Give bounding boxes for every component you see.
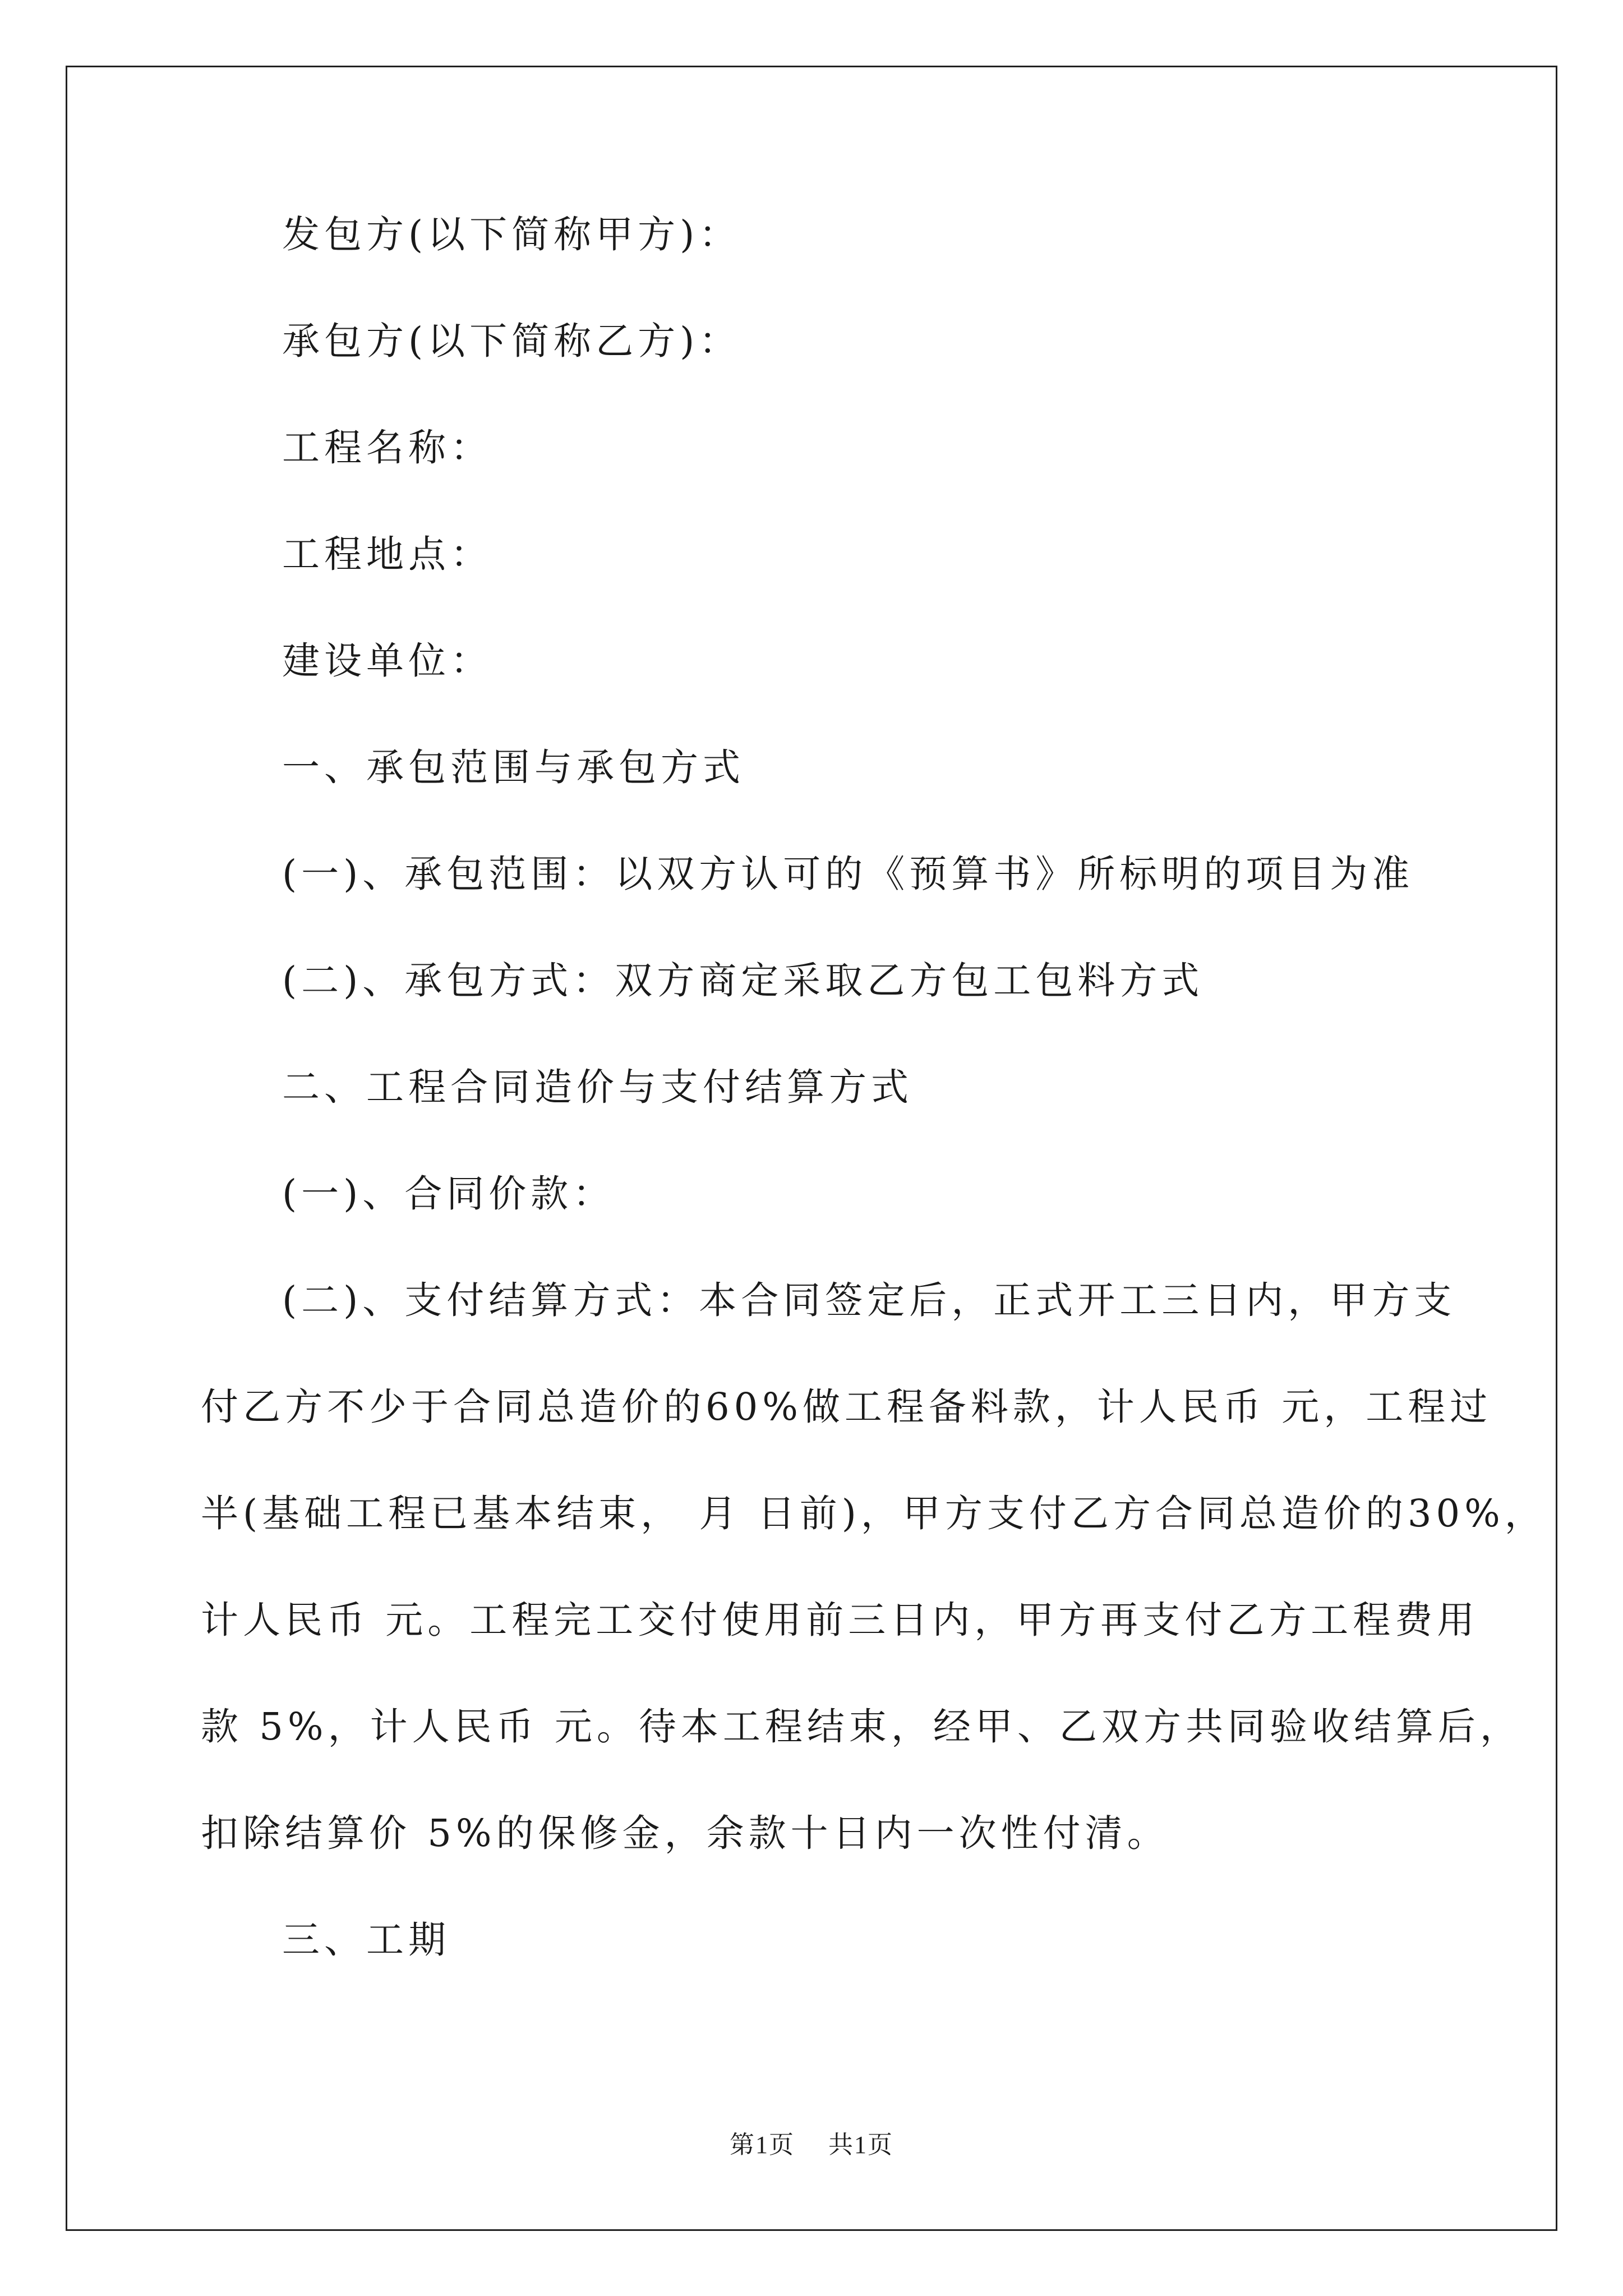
construction-unit-line: 建设单位： (282, 639, 492, 683)
payment-paragraph-line-1: (二)、支付结算方式：本合同签定后，正式开工三日内，甲方支 (282, 1278, 1456, 1322)
payment-paragraph-line-4: 计人民币 元。工程完工交付使用前三日内，甲方再支付乙方工程费用 (201, 1598, 1479, 1642)
party-b-line: 承包方(以下简称乙方)： (282, 319, 741, 363)
page-number: 第1页 (730, 2131, 795, 2159)
section-1-item-1: (一)、承包范围：以双方认可的《预算书》所标明的项目为准 (282, 852, 1414, 896)
page-total: 共1页 (828, 2131, 893, 2159)
payment-paragraph-line-2: 付乙方不少于合同总造价的60%做工程备料款，计人民币 元，工程过 (201, 1385, 1492, 1429)
page-border (66, 66, 1557, 2231)
section-3-heading: 三、工期 (282, 1918, 450, 1962)
page-footer (0, 2128, 1623, 2162)
project-name-line: 工程名称： (282, 426, 492, 470)
section-2-heading: 二、工程合同造价与支付结算方式 (282, 1065, 913, 1109)
project-location-line: 工程地点： (282, 532, 492, 576)
payment-paragraph-line-3: 半(基础工程已基本结束， 月 日前)，甲方支付乙方合同总造价的30%， (201, 1492, 1547, 1535)
section-1-heading: 一、承包范围与承包方式 (282, 746, 745, 789)
section-2-item-1: (一)、合同价款： (282, 1172, 615, 1216)
payment-paragraph-line-5: 款 5%，计人民币 元。待本工程结束，经甲、乙双方共同验收结算后， (201, 1705, 1522, 1749)
party-a-line: 发包方(以下简称甲方)： (282, 213, 741, 256)
payment-paragraph-line-6: 扣除结算价 5%的保修金，余款十日内一次性付清。 (201, 1811, 1169, 1855)
section-1-item-2: (二)、承包方式：双方商定采取乙方包工包料方式 (282, 959, 1204, 1002)
